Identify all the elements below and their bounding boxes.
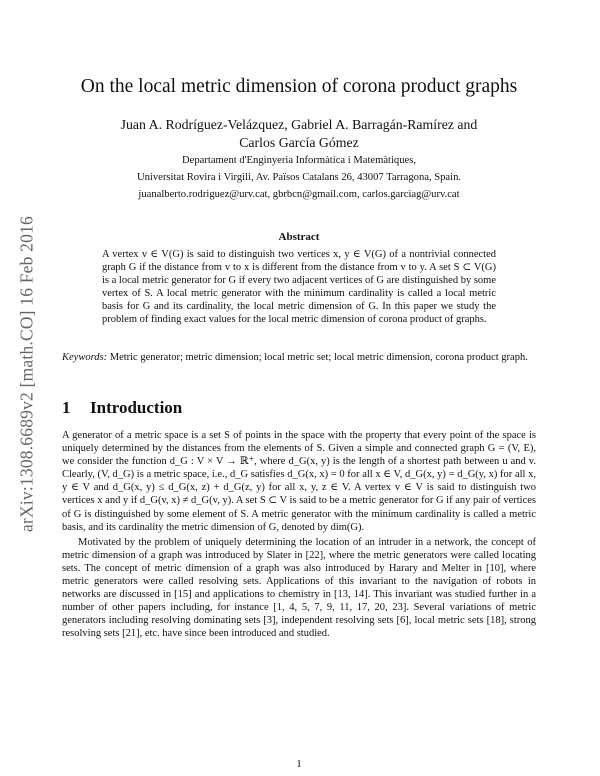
arxiv-identifier: arXiv:1308.6689v2 [math.CO] 16 Feb 2016: [16, 216, 37, 532]
affiliation-address: Universitat Rovira i Virgili, Av. Països Catalans 26, 43007 Tarragona, Spain.: [136, 172, 462, 183]
author-emails: juanalberto.rodriguez@urv.cat, gbrbcn@gmail.com, carlos.garciag@urv.cat: [138, 189, 460, 200]
section-title: Introduction: [90, 398, 183, 417]
page-number: 1: [296, 758, 302, 770]
arxiv-stamp: [14, 174, 40, 574]
affiliation-block: [62, 152, 536, 203]
abstract-heading: Abstract: [278, 231, 320, 243]
section-number: 1: [62, 398, 71, 417]
authors-line-1: Juan A. Rodríguez-Velázquez, Gabriel A. Barragán-Ramírez and: [120, 117, 478, 132]
introduction-body: [62, 429, 536, 641]
abstract-text: A vertex v ∈ V(G) is said to distinguish two vertices x, y ∈ V(G) of a nontrivial connected graph G if the distance from v to x is different from the distance from v to y. A set S ⊂ V(G) is a local metric generator for G if every two adjacent vertices of G are distinguished by some vertex of S. A local metric generator with the minimum cardinality is called a local metric basis for G and its cardinality, the local metric dimension of G. In this paper we study the problem of finding exact values for the local metric dimension of corona product of graphs.: [102, 249, 496, 325]
affiliation-department: Departament d'Enginyeria Informàtica i Matemàtiques,: [182, 155, 416, 166]
keywords-label: Keywords:: [62, 352, 108, 363]
keywords-text: Metric generator; metric dimension; local metric set; local metric dimension, corona product graph.: [107, 352, 528, 363]
keywords: [62, 351, 536, 364]
paragraph: Motivated by the problem of uniquely determining the location of an intruder in a network, the concept of metric dimension of a graph was introduced by Slater in [22], where the metric generators were called locating sets. The concept of metric dimension of a graph was also introduced by Harary and Melter in [10], where metric generators were called resolving sets. Applications of this invariant to the navigation of robots in networks are discussed in [15] and applications to chemistry in [13, 14]. This invariant was studied further in a number of other papers including, for instance [1, 4, 5, 7, 9, 11, 17, 20, 23]. Several variations of metric generators including resolving dominating sets [3], independent resolving sets [6], local metric sets [18], strong resolving sets [21], etc. have since been introduced and studied.: [62, 536, 536, 640]
paper-title: On the local metric dimension of corona product graphs: [80, 76, 518, 97]
author-list: [62, 116, 536, 152]
section-heading: [62, 398, 182, 418]
paragraph: A generator of a metric space is a set S of points in the space with the property that every point of the space is uniquely determined by the distances from the elements of S. Given a simple and connected graph G = (V, E), we consider the function d_G : V × V → ℝ⁺, where d_G(x, y) is the length of a shortest path between u and v. Clearly, (V, d_G) is a metric space, i.e., d_G satisfies d_G(x, x) = 0 for all x ∈ V, d_G(x, y) = d_G(y, x) for all x, y ∈ V and d_G(x, y) ≤ d_G(x, z) + d_G(z, y) for all x, y, z ∈ V. A vertex v ∈ V is said to distinguish two vertices x and y if d_G(v, x) ≠ d_G(v, y). A set S ⊂ V is said to be a metric generator for G if any pair of vertices of G is distinguished by some element of S. A metric generator with the minimum cardinality is called a metric basis, and its cardinality the metric dimension of G, denoted by dim(G).: [62, 430, 536, 533]
authors-line-2: Carlos García Gómez: [239, 135, 359, 150]
